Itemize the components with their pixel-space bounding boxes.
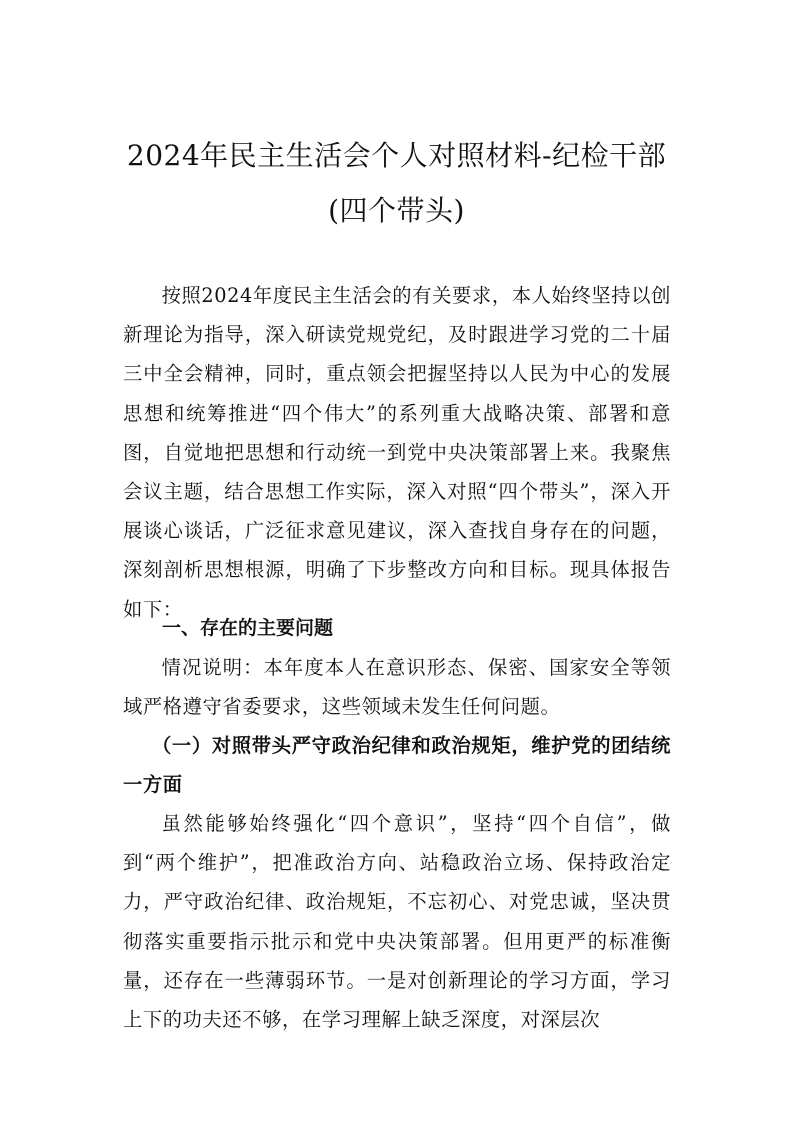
section-heading: 一、存在的主要问题 — [162, 617, 334, 639]
document-title-line2: (四个带头) — [328, 194, 465, 227]
document-title-line1: 2024年民主生活会个人对照材料-纪检干部 — [126, 139, 667, 172]
subsection-heading: （一）对照带头严守政治纪律和政治规矩，维护党的团结统一方面 — [123, 734, 671, 797]
body-paragraph: 虽然能够始终强化“四个意识”，坚持“四个自信”，做到“两个维护”，把准政治方向、站稳政治立场、保持政治定力，严守政治纪律、政治规矩，不忘初心、对党忠诚，坚决贯彻落实重要指示批示和党中央决策部署。但用更严的标准衡量，还存在一些薄弱环节。一是对创新理论的学习方面，学习上下的功夫还不够，在学习理解上缺乏深度，对深层次 — [123, 812, 671, 1032]
intro-paragraph: 按照2024年度民主生活会的有关要求，本人始终坚持以创新理论为指导，深入研读党规党纪，及时跟进学习党的二十届三中全会精神，同时，重点领会把握坚持以人民为中心的发展思想和统筹推进“四个伟大”的系列重大战略决策、部署和意图，自觉地把思想和行动统一到党中央决策部署上来。我聚焦会议主题，结合思想工作实际，深入对照“四个带头”，深入开展谈心谈话，广泛征求意见建议，深入查找自身存在的问题，深刻剖析思想根源，明确了下步整改方向和目标。现具体报告如下： — [123, 284, 671, 621]
situation-paragraph: 情况说明：本年度本人在意识形态、保密、国家安全等领域严格遵守省委要求，这些领域未发生任何问题。 — [123, 656, 671, 719]
